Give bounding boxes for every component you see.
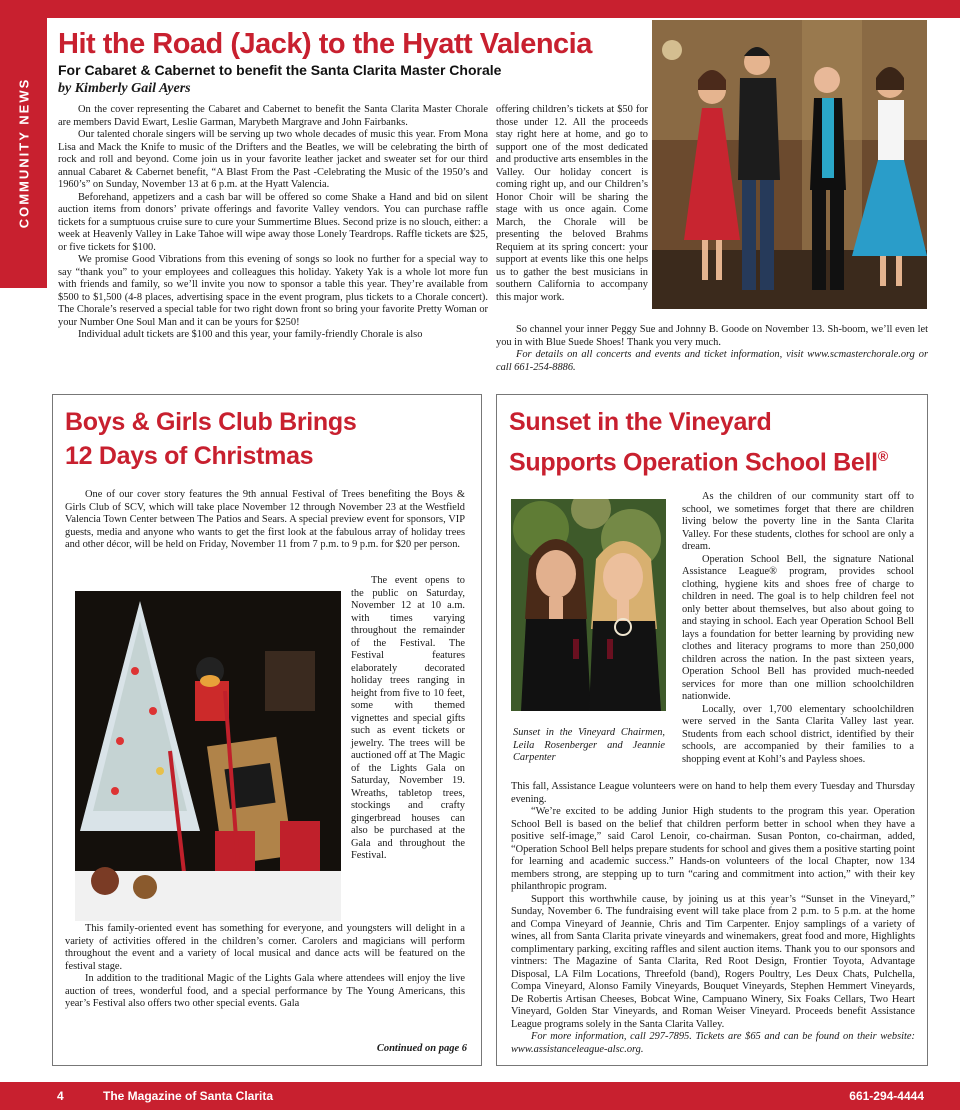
vineyard-photo-caption [513,727,665,765]
section-tab-label: COMMUNITY NEWS [16,77,32,229]
title-line: 12 Days of Christmas [65,442,314,470]
registered-mark: ® [877,448,888,464]
footer-bar [0,1082,960,1110]
paragraph: We promise Good Vibrations from this evening of songs so look no further for a special way to say “thank you” to your employees and colleagues this holiday. Yakety Yak is a whole lot more fun with friends and family, so we’ll invite you now to sponsor a table this year. They’re available from $500 to $1,500 (4-8 places, advertising space in the event program, plus tickets to a Chorale concert). The Chorale’s reserved a special table for two right down front so bring your favorite Pretty Woman or your Number One Soul Man and it can be yours for $250! [58,254,488,328]
paragraph: This fall, Assistance League volunteers were on hand to help them every Tuesday and Thursday evening. [511,781,915,805]
title-line: Boys & Girls Club Brings [65,408,357,436]
paragraph: Support this worthwhile cause, by joining us at this year’s “Sunset in the Vineyard,” Sunday, November 6. The fundraising event will take place from 2 p.m. to 5 p.m. at the home and Compa Vineyard of Jeannie, Chris and Tim Carpenter. Enjoy samplings of a variety of wines, all from Santa Clarita private vineyards and winemakers, great food and more, Highlights complimentary parking, exciting raffles and silent auction items. Thank you to our sponsors and vintners: The Magazine of Santa Clarita, Red Root Design, Frontier Toyota, Advantage Disposal, LA Film Locations, Threefold (band), Rogers Poultry, Les Deux Chats, Pulchella, Compa Vineyard, Alonso Family Vineyards, Bouquet Vineyards, Stephen Hemmert Vineyards, De Robertis Artisan Cheeses, Bobcat Wine, Campuano Winery, Six Foaks Cellars, Two Heart Vineyard, Golden Star Vineyards, and Roman Weiser Vineyard. Proceeds benefit Assistance League programs solely in the Santa Clarita Valley. [511,893,915,1030]
section-tab [0,18,47,288]
main-article-byline: by Kimberly Gail Ayers [58,81,191,96]
main-article-left-column [58,104,488,342]
cabaret-dancers-photo [652,20,927,309]
boys-girls-club-article [52,394,482,1066]
paragraph: offering children’s tickets at $50 for those under 12. All the proceeds stay right here at home, and go to support one of the most dedicated and productive arts ensembles in the Valley. Our holiday concert is coming right up, and our Children’s Honor Choir will be sharing the stage with us once again. Come March, the Chorale will be presenting the beloved Brahms Requiem at its spring concert: your support at events like this one helps us to gather the best musicians in southern California to accompany this major work. [496,104,648,303]
vineyard-full-text [511,781,915,1056]
main-article-closing [496,324,928,374]
paragraph: One of our cover story features the 9th annual Festival of Trees benefiting the Boys & Girls Club of SCV, which will take place November 12 through November 23 at the Westfield Valencia Town Center between The Patios and Sears. A special preview event for sponsors, VIP guests, media and anyone who wants to get the first look at the fabulous array of holiday trees and other décor, will be held on Friday, November 11 from 7 p.m. to 9 p.m. for $20 per person. [65,489,465,550]
paragraph: So channel your inner Peggy Sue and Johnny B. Goode on November 13. Sh-boom, we’ll even let you in with Blue Suede Shoes! Thank you very much. [496,324,928,348]
boys-girls-club-title [65,405,356,473]
main-article-subtitle: For Cabaret & Cabernet to benefit the Santa Clarita Master Chorale [58,62,502,78]
main-article-title: Hit the Road (Jack) to the Hyatt Valencia [58,28,592,60]
vineyard-credit: For more information, call 297-7895. Tickets are $65 and can be found on their website: www.assistanceleague-alsc.org. [511,1031,915,1055]
title-line: Sunset in the Vineyard [509,408,772,436]
paragraph: Individual adult tickets are $100 and this year, your family-friendly Chorale is also [78,329,423,340]
top-color-bar [0,0,960,18]
title-line-text: Supports Operation School Bell [509,448,878,477]
boys-girls-club-side-text [351,575,465,863]
continued-on-page: Continued on page 6 [376,1043,467,1054]
paragraph: Locally, over 1,700 elementary schoolchildren were served in the Santa Clarita Valley last year. Students from each school district, identified by their schools, are accompanied by their families to a shopping event at Kohl’s and Payless shoes. [682,703,914,765]
sunset-vineyard-title [509,405,888,479]
paragraph: Operation School Bell, the signature National Assistance League® program, provides school clothing, hygiene kits and shoes free of charge to children in need. The goal is to help children feel not only better about themselves, but also about going to and staying in school. Each year Operation School Bell lays a foundation for better learning by providing new clothes and literacy programs to more than 250,000 children across the nation. In the past sixteen years, Operation School Bell has provided much-needed services for more than one million schoolchildren nationwide. [682,553,914,702]
paragraph: The event opens to the public on Saturday, November 12 at 10 a.m. with times varying throughout the remainder of the Festival. The Festival features elaborately decorated holiday trees ranging in height from five to 10 feet, some with themed vignettes and special gifts such as event tickets or jewelry. The trees will be auctioned off at The Magic of the Lights Gala on Saturday, November 19. Wreaths, tabletop trees, stockings and crafty gingerbread houses can also be purchased at the Gala and throughout the Festival. [351,575,465,861]
main-article-right-column [496,104,648,304]
paragraph: Our talented chorale singers will be serving up two whole decades of music this year. From Mona Lisa and Mack the Knife to music of the Drifters and the Beatles, we will be celebrating the birth of rock and roll and beyond. Come join us in your favorite leather jacket and sweater set for our third annual Cabaret & Cabernet benefit, “A Blast From the Past -Celebrating the Music of the 1950’s and 1960’s” on Sunday, November 13 at 6 p.m. at the Hyatt Valencia. [58,129,488,190]
phone-number: 661-294-4444 [849,1089,924,1103]
magazine-name: The Magazine of Santa Clarita [103,1089,274,1103]
vineyard-side-text [682,491,914,766]
paragraph: This family-oriented event has something for everyone, and youngsters will delight in a variety of activities offered in the children’s corner. Carolers and magicians will perform throughout the event and a variety of local musical and dance acts will be featured on the festival stage. [65,923,465,972]
sunset-vineyard-article [496,394,928,1066]
christmas-tree-photo [75,591,341,921]
paragraph: In addition to the traditional Magic of the Lights Gala where attendees will enjoy the live auction of trees, wonderful food, and a special performance by The Young Americans, this year’s Festival also offers two other special events. Gala [65,973,465,1009]
boys-girls-club-intro [65,489,465,552]
main-article-credit: For details on all concerts and events and ticket information, visit www.scmasterchorale.org or call 661-254-8886. [496,349,928,373]
caption: Sunset in the Vineyard Chairmen, Leila Rosenberger and Jeannie Carpenter [513,727,665,763]
page-number: 4 [57,1089,64,1103]
paragraph: As the children of our community start off to school, we sometimes forget that there are children living below the poverty line in the Santa Clarita Valley. For these students, clothes for school are only a dream. [682,491,914,552]
paragraph: Beforehand, appetizers and a cash bar will be offered so come Shake a Hand and bid on silent auction items from donors’ private offerings and favorite Valley vendors. You can purchase raffle tickets for a sumptuous cruise sure to cure your Summertime Blues. Second prize is no slouch, either: a week at Heavenly Valley in Lake Tahoe will wipe away those Lonely Teardrops. Raffle tickets are $25, or five tickets for $100. [58,191,488,253]
boys-girls-club-continued-text [65,923,465,1011]
vineyard-chairmen-photo [511,499,666,711]
paragraph: “We’re excited to be adding Junior High students to the program this year. Operation School Bell is based on the belief that children perform better in school when they have a positive self-image,” said Carol Lenoir, co-chairman. Susan Ponton, co-chairman, added, “Operation School Bell helps prepare students for school and gives them a positive starting point for learning and academic success.” Hands-on volunteers of the local Chapter, now 134 members strong, are stepping up to turn “caring and commitment into action,” with their key philanthropic program. [511,806,915,892]
paragraph: On the cover representing the Cabaret and Cabernet to benefit the Santa Clarita Master Chorale are members David Ewart, Leslie Garman, Marybeth Margrave and John Fairbanks. [58,104,488,128]
title-line [509,439,888,479]
